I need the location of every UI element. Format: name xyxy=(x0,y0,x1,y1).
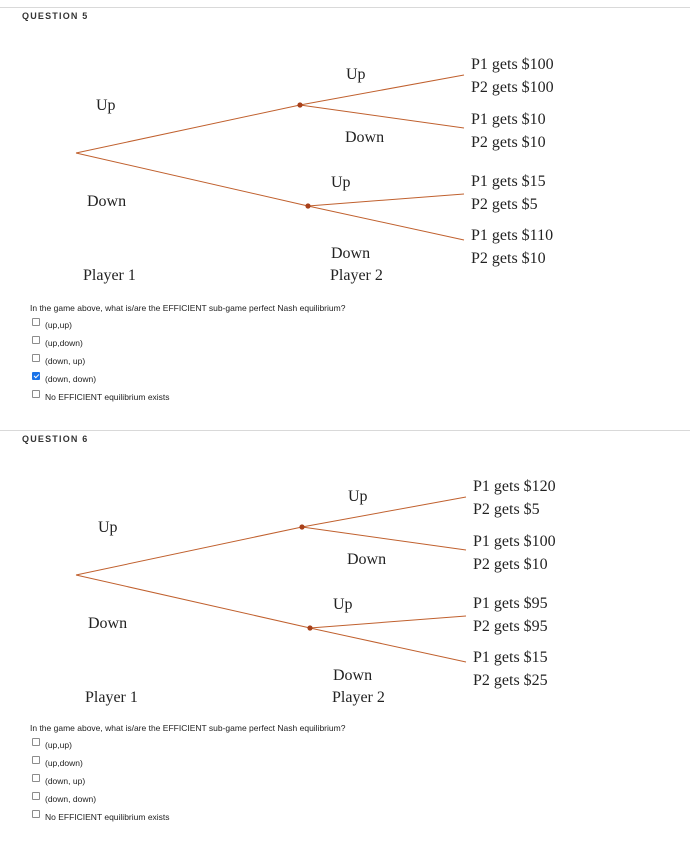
question-divider xyxy=(0,430,690,431)
checkbox[interactable] xyxy=(32,336,40,344)
label-player-2: Player 2 xyxy=(330,267,383,284)
option-label: (up,down) xyxy=(45,758,83,768)
branch-p2-upper-up xyxy=(300,75,464,105)
checkbox[interactable] xyxy=(32,318,40,326)
payoff-p1: P1 gets $15 xyxy=(473,649,548,666)
checkbox[interactable] xyxy=(32,390,40,398)
option-label: No EFFICIENT equilibrium exists xyxy=(45,812,170,822)
option-no-efficient[interactable] xyxy=(32,810,170,828)
payoff-p2: P2 gets $10 xyxy=(471,134,546,151)
option-label: (up,down) xyxy=(45,338,83,348)
question-5-game-tree xyxy=(0,40,690,320)
payoff-p1: P1 gets $100 xyxy=(473,533,556,550)
option-down-up[interactable] xyxy=(32,774,170,792)
question-5-header: QUESTION 5 xyxy=(22,11,89,21)
label-p2-lower-down: Down xyxy=(331,245,371,262)
option-label: No EFFICIENT equilibrium exists xyxy=(45,392,170,402)
label-p2-lower-down: Down xyxy=(333,667,373,684)
branch-p2-lower-down xyxy=(310,628,466,662)
player2-upper-node xyxy=(299,524,304,529)
tree-branches xyxy=(76,497,466,662)
question-5-prompt: In the game above, what is/are the EFFICIENT sub-game perfect Nash equilibrium? xyxy=(30,303,346,313)
checkbox[interactable] xyxy=(32,792,40,800)
payoff-p2: P2 gets $10 xyxy=(471,250,546,267)
tree-branches xyxy=(76,75,464,240)
label-p2-upper-down: Down xyxy=(347,551,387,568)
payoff-p2: P2 gets $95 xyxy=(473,618,548,635)
question-6-header: QUESTION 6 xyxy=(22,434,89,444)
top-divider xyxy=(0,7,690,8)
branch-p2-lower-up xyxy=(308,194,464,206)
payoff-p1: P1 gets $95 xyxy=(473,595,548,612)
player2-lower-node xyxy=(307,625,312,630)
payoff-p2: P2 gets $25 xyxy=(473,672,548,689)
payoff-p2: P2 gets $5 xyxy=(471,196,538,213)
option-down-up[interactable] xyxy=(32,354,170,372)
payoff-p1: P1 gets $110 xyxy=(471,227,554,244)
label-player-1: Player 1 xyxy=(85,689,138,706)
label-p1-down: Down xyxy=(87,193,127,210)
option-no-efficient[interactable] xyxy=(32,390,170,408)
payoff-p1: P1 gets $10 xyxy=(471,111,546,128)
payoff-p1: P1 gets $120 xyxy=(473,478,556,495)
checkbox[interactable] xyxy=(32,810,40,818)
branch-p2-upper-down xyxy=(300,105,464,128)
payoff-p1: P1 gets $100 xyxy=(471,56,554,73)
option-label: (down, down) xyxy=(45,794,97,804)
option-label: (up,up) xyxy=(45,740,72,750)
label-p2-lower-up: Up xyxy=(333,596,353,613)
checkbox[interactable] xyxy=(32,738,40,746)
option-label: (up,up) xyxy=(45,320,72,330)
branch-p2-lower-down xyxy=(308,206,464,240)
branch-p2-upper-down xyxy=(302,527,466,550)
option-down-down[interactable] xyxy=(32,372,170,390)
option-up-up[interactable] xyxy=(32,738,170,756)
question-5-options xyxy=(32,318,170,408)
label-player-2: Player 2 xyxy=(332,689,385,706)
label-p1-down: Down xyxy=(88,615,128,632)
checkbox-checked[interactable] xyxy=(32,372,40,380)
question-6-game-tree xyxy=(0,462,690,742)
option-label: (down, up) xyxy=(45,356,86,366)
branch-p2-upper-up xyxy=(302,497,466,527)
label-p2-lower-up: Up xyxy=(331,174,351,191)
payoff-p1: P1 gets $15 xyxy=(471,173,546,190)
label-p2-upper-up: Up xyxy=(348,488,368,505)
checkbox[interactable] xyxy=(32,354,40,362)
option-label: (down, down) xyxy=(45,374,97,384)
payoff-p2: P2 gets $10 xyxy=(473,556,548,573)
option-up-down[interactable] xyxy=(32,336,170,354)
checkbox[interactable] xyxy=(32,774,40,782)
label-p1-up: Up xyxy=(98,519,118,536)
label-p2-upper-down: Down xyxy=(345,129,385,146)
player2-upper-node xyxy=(297,102,302,107)
payoff-p2: P2 gets $100 xyxy=(471,79,554,96)
question-6-options xyxy=(32,738,170,828)
branch-p2-lower-up xyxy=(310,616,466,628)
checkbox[interactable] xyxy=(32,756,40,764)
question-6-prompt: In the game above, what is/are the EFFICIENT sub-game perfect Nash equilibrium? xyxy=(30,723,346,733)
option-up-down[interactable] xyxy=(32,756,170,774)
option-label: (down, up) xyxy=(45,776,86,786)
label-p1-up: Up xyxy=(96,97,116,114)
player2-lower-node xyxy=(305,203,310,208)
label-p2-upper-up: Up xyxy=(346,66,366,83)
label-player-1: Player 1 xyxy=(83,267,136,284)
option-up-up[interactable] xyxy=(32,318,170,336)
payoff-p2: P2 gets $5 xyxy=(473,501,540,518)
option-down-down[interactable] xyxy=(32,792,170,810)
